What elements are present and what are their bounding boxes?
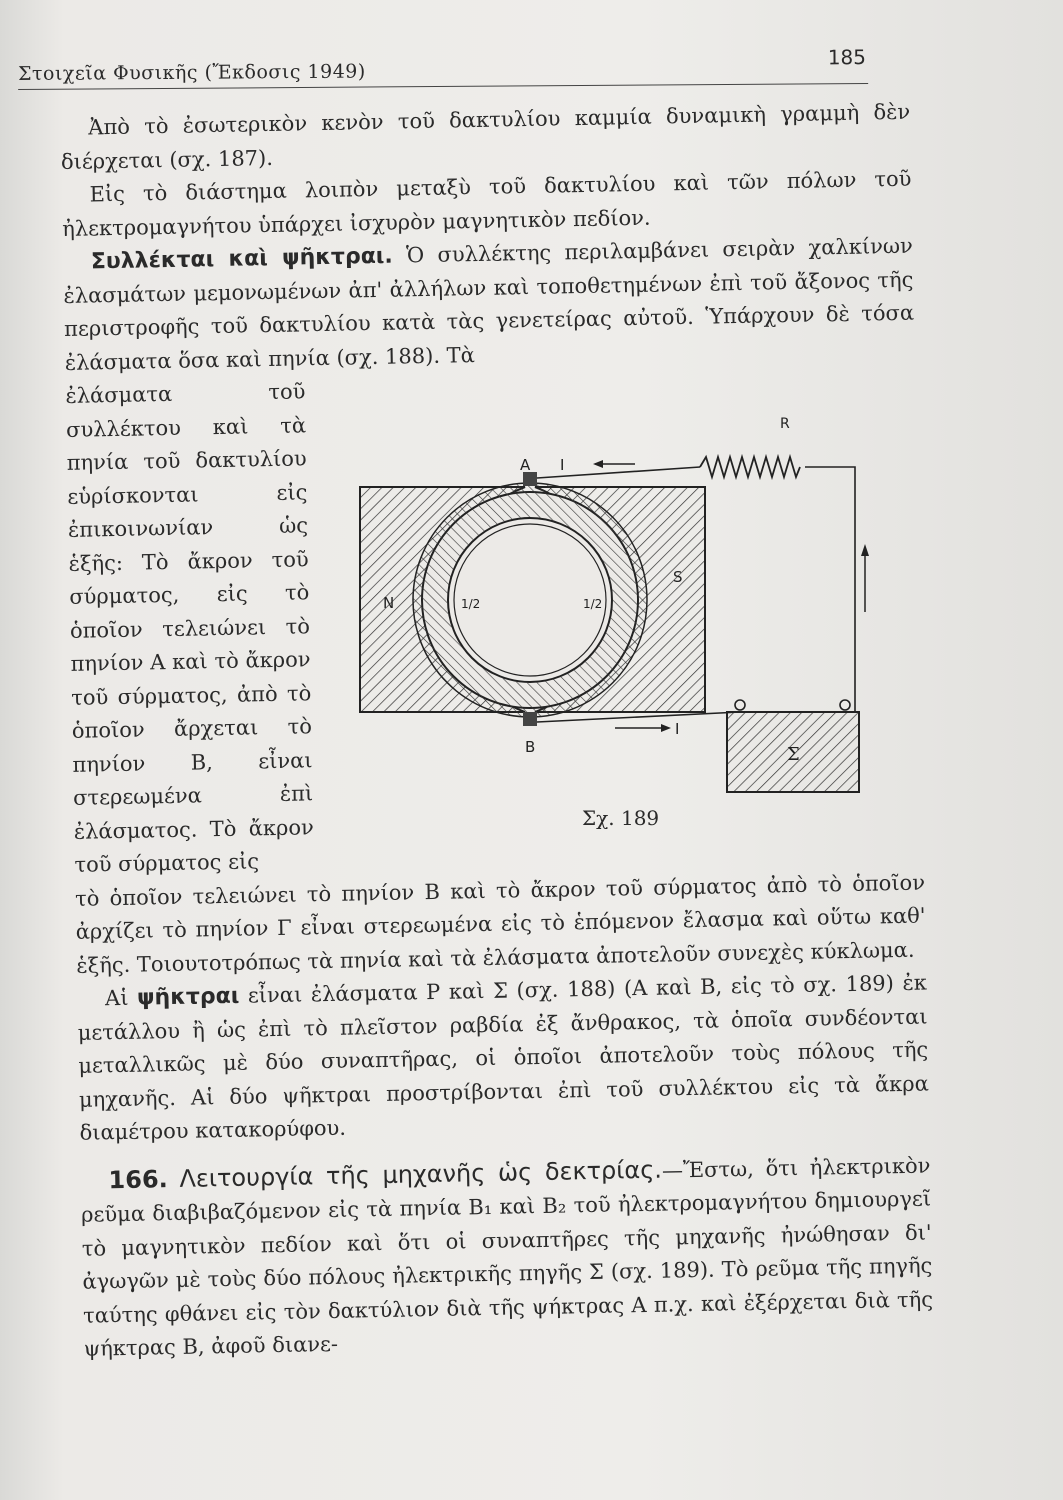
figure-189-diagram [355,412,875,842]
wrapped-text-column [65,375,315,882]
paragraph-1: Ἀπὸ τὸ ἐσωτερικὸν κενὸν τοῦ δακτυλίου καμμία δυναμικὴ γραμμὴ δὲν διέρχεται (σχ. 187). [60,99,911,174]
paragraph-4-text: εἶναι ἐλάσματα Ρ καὶ Σ (σχ. 188) (Α καὶ Β, εἰς τὸ σχ. 189) ἐκ μετάλλου ἢ ὡς ἐπὶ τὸ πλεῖστον ραβδία ἐξ ἄνθρακος, τὰ ὁποῖα συνδέονται μεταλλικῶς μὲ δύο συναπτῆρας, οἱ ὁποῖοι ἀποτελοῦν τοὺς πόλους τῆς μηχανῆς. Αἱ δύο ψῆκτραι προστρίβονται ἐπὶ τοῦ συλλέκτου εἰς τὰ ἄκρα διαμέτρου κατακορύφου. [77,970,930,1145]
page-header [18,37,868,90]
brush-b [523,712,537,726]
paragraph-4-lead: Αἱ [104,985,129,1011]
subheading-collectors-brushes: Συλλέκται καὶ ψῆκτραι. [90,243,393,275]
label-a: A [520,456,531,474]
wire-bottom [537,712,740,722]
label-n: N [383,594,395,612]
figure-caption: Σχ. 189 [582,806,660,830]
paragraph-3-rest: τὸ ὁποῖον τελειώνει τὸ πηνίον Β καὶ τὸ ἄκρον τοῦ σύρματος ἀπὸ τὸ ὁποῖον ἀρχίζει τὸ πηνίον Γ εἶναι στερεωμένα εἰς τὸ ἑπόμενον ἔλασμα καὶ οὕτω καθ' ἑξῆς. Τοιουτοτρόπως τὰ πηνία καὶ τὰ ἐλάσματα ἀποτελοῦν συνεχὲς κύκλωμα. [74,870,926,978]
term-brushes: ψῆκτραι [136,983,240,1011]
paragraph-3-wrap: ἐλάσματα τοῦ συλλέκτου καὶ τὰ πηνία τοῦ δακτυλίου εὑρίσκονται εἰς ἐπικοινωνίαν ὡς ἑξῆς: Τὸ ἄκρον τοῦ σύρματος, εἰς τὸ ὁποῖον τελειώνει τὸ πηνίον Α καὶ τὸ ἄκρον τοῦ σύρματος, ἀπὸ τὸ ὁποῖον ἄρχεται τὸ πηνίον Β, εἶναι στερεωμένα ἐπὶ ἐλάσματος. Τὸ ἄκρον τοῦ σύρματος εἰς [65,379,314,877]
brush-a [523,472,537,486]
section-number: 166. [108,1164,168,1194]
label-half-left: 1/2 [461,597,481,611]
label-source: Σ [787,744,800,765]
section-title: Λειτουργία τῆς μηχανῆς ὡς δεκτρίας. [179,1155,663,1193]
paragraph-3 [63,230,915,380]
label-half-right: 1/2 [583,597,603,611]
label-s: S [673,568,683,586]
resistor-r [700,457,800,477]
paragraph-3-text: Ὁ συλλέκτης περιλαμβάνει σειρὰν χαλκίνων ἐλασμάτων μεμονωμένων ἀπ' ἀλλήλων καὶ τοποθετημένων ἐπὶ τοῦ ἄξονος τῆς περιστροφῆς τοῦ δακτυλίου κατὰ τὰς γενετείρας αὐτοῦ. Ὑπάρχουν δὲ τόσα ἐλάσματα ὅσα καὶ πηνία (σχ. 188). Τὰ [63,233,915,375]
paragraph-2: Εἰς τὸ διάστημα λοιπὸν μεταξὺ τοῦ δακτυλίου καὶ τῶν πόλων τοῦ ἠλεκτρομαγνήτου ὑπάρχει ἰσχυρὸν μαγνητικὸν πεδίον. [62,166,912,241]
section-166 [80,1148,934,1366]
wire-right [805,467,855,712]
running-head: Στοιχεῖα Φυσικῆς (Ἔκδοσις 1949) [17,60,366,85]
label-r: R [780,416,790,432]
paragraph-4 [77,967,930,1151]
label-i-top: I [560,456,565,474]
page-number: 185 [827,45,867,70]
label-b: B [525,738,536,756]
section-166-text: —Ἔστω, ὅτι ἠλεκτρικὸν ρεῦμα διαβιβαζόμενον εἰς τὰ πηνία Β₁ καὶ Β₂ τοῦ ἠλεκτρομαγνήτου δημιουργεῖ τὸ μαγνητικὸν πεδίον καὶ ὅτι οἱ συναπτῆρες τῆς μηχανῆς ἠνώθησαν δι' ἀγωγῶν μὲ τοὺς δύο πόλους ἠλεκτρικῆς πηγῆς Σ (σχ. 189). Τὸ ρεῦμα τῆς πηγῆς ταύτης φθάνει εἰς τὸν δακτύλιον διὰ τῆς ψήκτρας Α π.χ. καὶ ἐξέρχεται διὰ τῆς ψήκτρας Β, ἀφοῦ διανε- [80,1152,934,1361]
label-i-bottom: I [675,720,680,738]
